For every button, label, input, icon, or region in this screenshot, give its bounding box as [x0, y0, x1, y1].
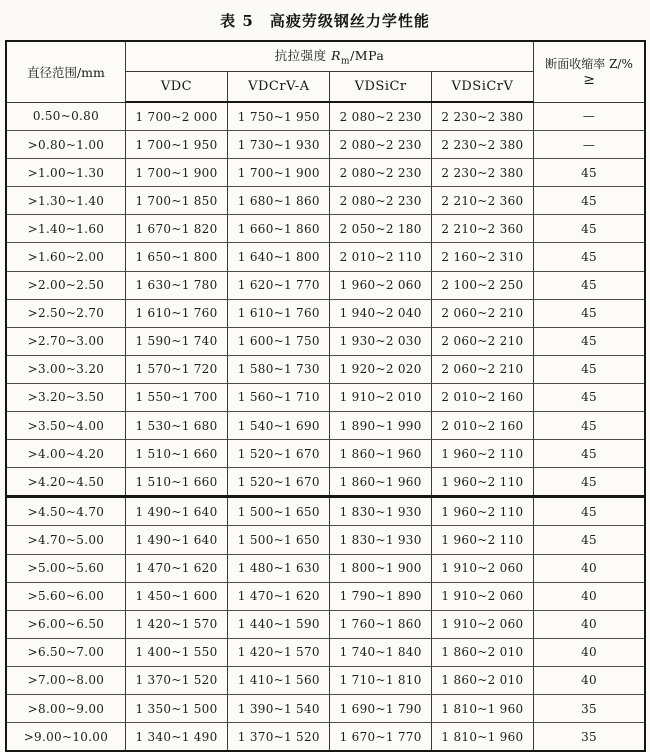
tensile-strength-unit: /MPa	[350, 48, 385, 64]
diameter-range-cell: >1.60~2.00	[6, 243, 125, 271]
vdsicr-value-cell: 2 080~2 230	[330, 159, 431, 187]
vdcrv-a-value-cell: 1 540~1 690	[228, 412, 330, 440]
table-row	[6, 610, 645, 638]
vdsicrv-value-cell: 2 230~2 380	[431, 102, 533, 131]
diameter-range-cell: >4.50~4.70	[6, 497, 125, 526]
diameter-range-cell: >5.00~5.60	[6, 554, 125, 582]
reduction-value-cell: —	[534, 131, 645, 159]
vdcrv-a-value-cell: 1 640~1 800	[228, 243, 330, 271]
diameter-range-cell: >1.40~1.60	[6, 215, 125, 243]
vdsicr-value-cell: 2 080~2 230	[330, 131, 431, 159]
vdcrv-a-value-cell: 1 390~1 540	[228, 694, 330, 722]
table-row	[6, 554, 645, 582]
diameter-range-cell: >3.00~3.20	[6, 355, 125, 383]
vdsicr-value-cell: 1 690~1 790	[330, 694, 431, 722]
vdcrv-a-value-cell: 1 700~1 900	[228, 159, 330, 187]
table-row	[6, 102, 645, 131]
vdcrv-a-value-cell: 1 750~1 950	[228, 102, 330, 131]
table-body	[6, 102, 645, 751]
vdsicrv-value-cell: 2 100~2 250	[431, 271, 533, 299]
reduction-value-cell: 35	[534, 694, 645, 722]
header-row-top	[6, 41, 645, 72]
vdsicrv-value-cell: 1 910~2 060	[431, 582, 533, 610]
vdsicrv-value-cell: 2 210~2 360	[431, 215, 533, 243]
table-row	[6, 299, 645, 327]
grade-header-vdsicr: VDSiCr	[330, 72, 431, 103]
vdsicr-value-cell: 1 940~2 040	[330, 299, 431, 327]
vdsicr-value-cell: 1 930~2 030	[330, 327, 431, 355]
vdcrv-a-value-cell: 1 500~1 650	[228, 497, 330, 526]
reduction-value-cell: 45	[534, 215, 645, 243]
vdcrv-a-value-cell: 1 500~1 650	[228, 526, 330, 554]
tensile-strength-label: 抗拉强度	[274, 48, 332, 64]
table-row	[6, 412, 645, 440]
vdsicr-value-cell: 2 010~2 110	[330, 243, 431, 271]
diameter-range-cell: >9.00~10.00	[6, 723, 125, 752]
reduction-value-cell: 45	[534, 412, 645, 440]
table-row	[6, 355, 645, 383]
vdc-value-cell: 1 590~1 740	[125, 327, 227, 355]
vdsicrv-value-cell: 1 860~2 010	[431, 666, 533, 694]
table-row	[6, 440, 645, 468]
vdsicrv-value-cell: 1 910~2 060	[431, 610, 533, 638]
vdc-value-cell: 1 370~1 520	[125, 666, 227, 694]
vdc-value-cell: 1 400~1 550	[125, 638, 227, 666]
diameter-range-cell: >1.00~1.30	[6, 159, 125, 187]
vdsicr-value-cell: 1 860~1 960	[330, 440, 431, 468]
reduction-value-cell: 35	[534, 723, 645, 752]
vdcrv-a-value-cell: 1 580~1 730	[228, 355, 330, 383]
greater-equal-symbol: ≥	[583, 71, 595, 88]
table-row	[6, 215, 645, 243]
vdc-value-cell: 1 650~1 800	[125, 243, 227, 271]
table-row	[6, 582, 645, 610]
table-row	[6, 497, 645, 526]
vdsicrv-value-cell: 2 010~2 160	[431, 383, 533, 411]
vdcrv-a-value-cell: 1 420~1 570	[228, 638, 330, 666]
vdsicrv-value-cell: 2 010~2 160	[431, 412, 533, 440]
reduction-value-cell: 40	[534, 554, 645, 582]
vdsicrv-value-cell: 1 960~2 110	[431, 440, 533, 468]
reduction-value-cell: 40	[534, 610, 645, 638]
tensile-strength-header	[125, 41, 533, 72]
reduction-value-cell: 45	[534, 468, 645, 497]
reduction-value-cell: 45	[534, 497, 645, 526]
vdc-value-cell: 1 700~1 950	[125, 131, 227, 159]
vdc-value-cell: 1 700~1 850	[125, 187, 227, 215]
diameter-range-cell: >6.00~6.50	[6, 610, 125, 638]
vdcrv-a-value-cell: 1 410~1 560	[228, 666, 330, 694]
diameter-range-cell: >2.50~2.70	[6, 299, 125, 327]
vdcrv-a-value-cell: 1 440~1 590	[228, 610, 330, 638]
grade-header-vdsicrv: VDSiCrV	[431, 72, 533, 103]
vdcrv-a-value-cell: 1 620~1 770	[228, 271, 330, 299]
vdsicrv-value-cell: 1 860~2 010	[431, 638, 533, 666]
table-title: 表 5 高疲劳级钢丝力学性能	[220, 12, 430, 30]
mechanical-properties-table	[5, 40, 646, 752]
vdsicrv-value-cell: 1 960~2 110	[431, 526, 533, 554]
diameter-range-cell: >4.20~4.50	[6, 468, 125, 497]
reduction-value-cell: 45	[534, 526, 645, 554]
table-row	[6, 638, 645, 666]
diameter-range-cell: >3.50~4.00	[6, 412, 125, 440]
vdsicrv-value-cell: 1 810~1 960	[431, 723, 533, 752]
vdsicrv-value-cell: 2 060~2 210	[431, 327, 533, 355]
table-row	[6, 468, 645, 497]
reduction-value-cell: 40	[534, 582, 645, 610]
reduction-value-cell: 45	[534, 159, 645, 187]
diameter-range-cell: >8.00~9.00	[6, 694, 125, 722]
vdcrv-a-value-cell: 1 560~1 710	[228, 383, 330, 411]
table-row	[6, 723, 645, 752]
reduction-value-cell: 40	[534, 638, 645, 666]
reduction-value-cell: 45	[534, 383, 645, 411]
vdsicrv-value-cell: 2 060~2 210	[431, 299, 533, 327]
vdc-value-cell: 1 340~1 490	[125, 723, 227, 752]
reduction-value-cell: 45	[534, 440, 645, 468]
diameter-range-cell: >3.20~3.50	[6, 383, 125, 411]
vdsicrv-value-cell: 1 910~2 060	[431, 554, 533, 582]
vdcrv-a-value-cell: 1 370~1 520	[228, 723, 330, 752]
reduction-value-cell: 45	[534, 271, 645, 299]
diameter-range-cell: >4.00~4.20	[6, 440, 125, 468]
vdsicr-value-cell: 2 080~2 230	[330, 187, 431, 215]
vdsicrv-value-cell: 2 160~2 310	[431, 243, 533, 271]
vdc-value-cell: 1 490~1 640	[125, 497, 227, 526]
vdsicr-value-cell: 1 920~2 020	[330, 355, 431, 383]
vdc-value-cell: 1 490~1 640	[125, 526, 227, 554]
table-row	[6, 187, 645, 215]
vdsicrv-value-cell: 1 960~2 110	[431, 497, 533, 526]
vdc-value-cell: 1 610~1 760	[125, 299, 227, 327]
vdcrv-a-value-cell: 1 660~1 860	[228, 215, 330, 243]
vdsicrv-value-cell: 2 230~2 380	[431, 131, 533, 159]
vdsicr-value-cell: 1 890~1 990	[330, 412, 431, 440]
vdsicrv-value-cell: 1 810~1 960	[431, 694, 533, 722]
table-row	[6, 131, 645, 159]
vdc-value-cell: 1 700~1 900	[125, 159, 227, 187]
grade-header-vdc: VDC	[125, 72, 227, 103]
vdcrv-a-value-cell: 1 730~1 930	[228, 131, 330, 159]
vdc-value-cell: 1 350~1 500	[125, 694, 227, 722]
vdc-value-cell: 1 670~1 820	[125, 215, 227, 243]
vdcrv-a-value-cell: 1 470~1 620	[228, 582, 330, 610]
vdc-value-cell: 1 450~1 600	[125, 582, 227, 610]
reduction-value-cell: 45	[534, 299, 645, 327]
vdc-value-cell: 1 550~1 700	[125, 383, 227, 411]
vdsicr-value-cell: 1 670~1 770	[330, 723, 431, 752]
vdcrv-a-value-cell: 1 600~1 750	[228, 327, 330, 355]
vdsicr-value-cell: 1 960~2 060	[330, 271, 431, 299]
vdcrv-a-value-cell: 1 520~1 670	[228, 468, 330, 497]
diameter-range-cell: >7.00~8.00	[6, 666, 125, 694]
vdc-value-cell: 1 570~1 720	[125, 355, 227, 383]
vdsicr-value-cell: 1 710~1 810	[330, 666, 431, 694]
diameter-range-cell: >2.00~2.50	[6, 271, 125, 299]
reduction-value-cell: 45	[534, 243, 645, 271]
vdc-value-cell: 1 700~2 000	[125, 102, 227, 131]
vdsicr-value-cell: 1 800~1 900	[330, 554, 431, 582]
table-row	[6, 327, 645, 355]
vdcrv-a-value-cell: 1 680~1 860	[228, 187, 330, 215]
diameter-range-cell: >4.70~5.00	[6, 526, 125, 554]
vdc-value-cell: 1 510~1 660	[125, 468, 227, 497]
vdsicr-value-cell: 1 790~1 890	[330, 582, 431, 610]
vdsicr-value-cell: 1 830~1 930	[330, 526, 431, 554]
vdcrv-a-value-cell: 1 480~1 630	[228, 554, 330, 582]
reduction-value-cell: —	[534, 102, 645, 131]
diameter-range-header: 直径范围/mm	[6, 41, 125, 102]
diameter-range-cell: >5.60~6.00	[6, 582, 125, 610]
reduction-value-cell: 45	[534, 327, 645, 355]
vdc-value-cell: 1 470~1 620	[125, 554, 227, 582]
tensile-strength-symbol: R	[331, 48, 342, 64]
vdsicr-value-cell: 1 860~1 960	[330, 468, 431, 497]
table-row	[6, 694, 645, 722]
reduction-of-area-label: 断面收缩率 Z/%	[545, 56, 633, 71]
table-row	[6, 243, 645, 271]
vdsicr-value-cell: 1 740~1 840	[330, 638, 431, 666]
tensile-strength-subscript: m	[341, 56, 351, 67]
reduction-value-cell: 45	[534, 187, 645, 215]
vdc-value-cell: 1 510~1 660	[125, 440, 227, 468]
table-row	[6, 159, 645, 187]
reduction-of-area-header	[534, 41, 645, 102]
table-row	[6, 666, 645, 694]
vdcrv-a-value-cell: 1 520~1 670	[228, 440, 330, 468]
vdsicr-value-cell: 2 080~2 230	[330, 102, 431, 131]
vdc-value-cell: 1 630~1 780	[125, 271, 227, 299]
vdsicrv-value-cell: 2 230~2 380	[431, 159, 533, 187]
grade-header-vdcrv-a: VDCrV-A	[228, 72, 330, 103]
table-row	[6, 526, 645, 554]
vdsicr-value-cell: 1 760~1 860	[330, 610, 431, 638]
vdsicr-value-cell: 1 830~1 930	[330, 497, 431, 526]
vdc-value-cell: 1 530~1 680	[125, 412, 227, 440]
reduction-value-cell: 45	[534, 355, 645, 383]
table-row	[6, 271, 645, 299]
vdsicrv-value-cell: 2 210~2 360	[431, 187, 533, 215]
diameter-range-cell: >2.70~3.00	[6, 327, 125, 355]
table-row	[6, 383, 645, 411]
vdsicrv-value-cell: 2 060~2 210	[431, 355, 533, 383]
diameter-range-cell: 0.50~0.80	[6, 102, 125, 131]
vdsicr-value-cell: 2 050~2 180	[330, 215, 431, 243]
reduction-value-cell: 40	[534, 666, 645, 694]
diameter-range-cell: >6.50~7.00	[6, 638, 125, 666]
vdcrv-a-value-cell: 1 610~1 760	[228, 299, 330, 327]
diameter-range-cell: >1.30~1.40	[6, 187, 125, 215]
vdsicr-value-cell: 1 910~2 010	[330, 383, 431, 411]
diameter-range-cell: >0.80~1.00	[6, 131, 125, 159]
vdc-value-cell: 1 420~1 570	[125, 610, 227, 638]
table-header	[6, 41, 645, 102]
vdsicrv-value-cell: 1 960~2 110	[431, 468, 533, 497]
